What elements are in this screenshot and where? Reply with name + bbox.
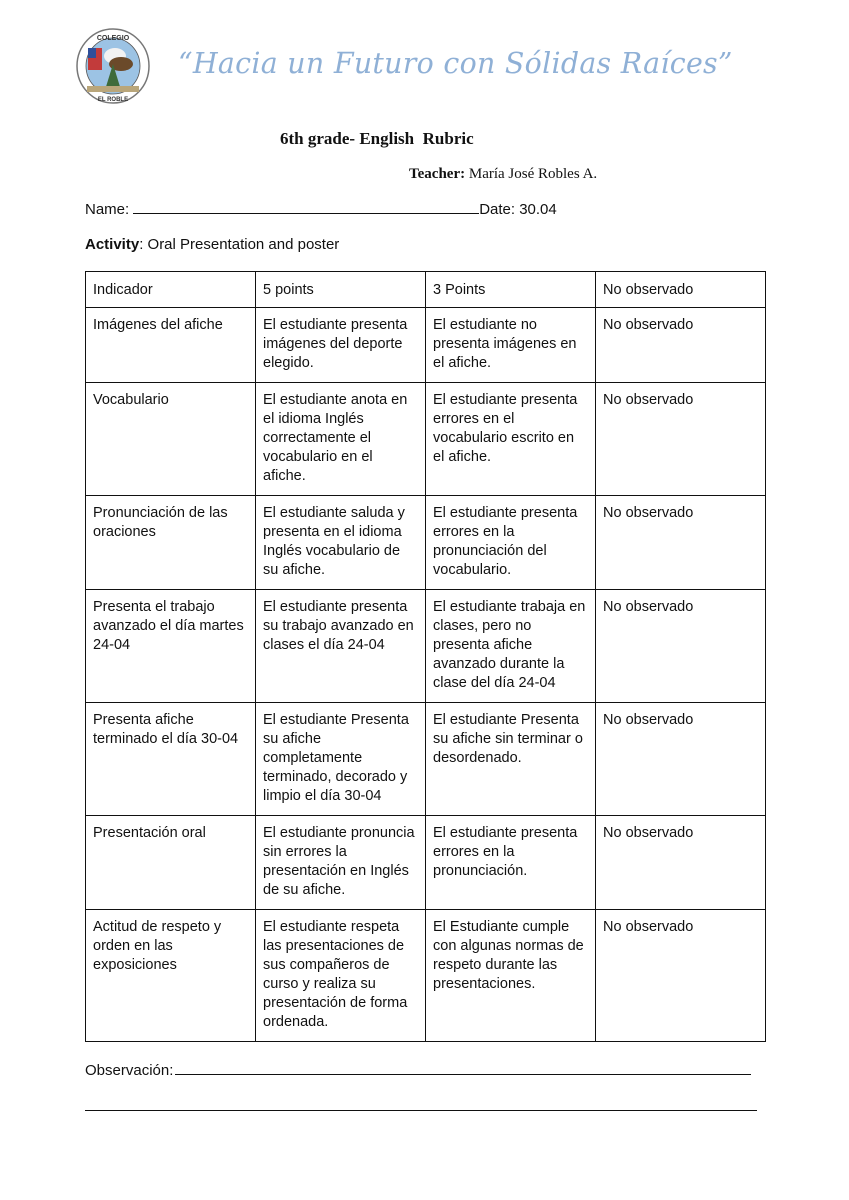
not-observed-cell: No observado (596, 703, 766, 816)
three-points-cell: El estudiante no presenta imágenes en el afiche. (426, 308, 596, 383)
observation-field-line-2[interactable] (85, 1110, 757, 1111)
not-observed-cell: No observado (596, 496, 766, 590)
logo-top-text: COLEGIO (96, 35, 130, 42)
rubric-row (86, 308, 766, 383)
not-observed-cell: No observado (596, 383, 766, 496)
document-title: 6th grade- English Rubric (280, 129, 474, 148)
teacher-line (409, 166, 597, 183)
date-label: Date: 30.04 (479, 201, 557, 218)
teacher-name: María José Robles A. (468, 166, 598, 182)
five-points-cell: El estudiante anota en el idioma Inglés correctamente el vocabulario en el afiche. (256, 383, 426, 496)
rubric-row (86, 910, 766, 1042)
rubric-header-row (86, 272, 766, 308)
indicator-cell: Actitud de respeto y orden en las exposiciones (86, 910, 256, 1042)
observation-line (85, 1062, 751, 1079)
name-field[interactable] (133, 201, 479, 214)
three-points-cell: El estudiante presenta errores en la pronunciación del vocabulario. (426, 496, 596, 590)
five-points-cell: El estudiante Presenta su afiche completamente terminado, decorado y limpio el día 30-04 (256, 703, 426, 816)
activity-value: : Oral Presentation and poster (139, 236, 340, 253)
indicator-cell: Pronunciación de las oraciones (86, 496, 256, 590)
five-points-cell: El estudiante saluda y presenta en el idioma Inglés vocabulario de su afiche. (256, 496, 426, 590)
indicator-cell: Presentación oral (86, 816, 256, 910)
five-points-cell: El estudiante respeta las presentaciones de sus compañeros de curso y realiza su presentación de forma ordenada. (256, 910, 426, 1042)
rubric-row (86, 816, 766, 910)
rubric-table (85, 271, 766, 1042)
school-logo (75, 28, 151, 104)
indicator-cell: Imágenes del afiche (86, 308, 256, 383)
name-label: Name: (85, 201, 130, 218)
not-observed-cell: No observado (596, 910, 766, 1042)
three-points-cell: El estudiante trabaja en clases, pero no presenta afiche avanzado durante la clase del día 24-04 (426, 590, 596, 703)
header-not-observed: No observado (596, 272, 766, 308)
rubric-row (86, 590, 766, 703)
not-observed-cell: No observado (596, 308, 766, 383)
logo-bottom-text: EL ROBLE (97, 97, 129, 103)
five-points-cell: El estudiante presenta imágenes del deporte elegido. (256, 308, 426, 383)
activity-label: Activity (85, 236, 140, 253)
rubric-row (86, 496, 766, 590)
indicator-cell: Presenta afiche terminado el día 30-04 (86, 703, 256, 816)
not-observed-cell: No observado (596, 816, 766, 910)
header-five-points: 5 points (256, 272, 426, 308)
activity-line (85, 236, 339, 253)
header-three-points: 3 Points (426, 272, 596, 308)
five-points-cell: El estudiante pronuncia sin errores la presentación en Inglés de su afiche. (256, 816, 426, 910)
observation-label: Observación: (85, 1062, 174, 1079)
five-points-cell: El estudiante presenta su trabajo avanzado en clases el día 24-04 (256, 590, 426, 703)
not-observed-cell: No observado (596, 590, 766, 703)
indicator-cell: Presenta el trabajo avanzado el día martes 24-04 (86, 590, 256, 703)
indicator-cell: Vocabulario (86, 383, 256, 496)
rubric-row (86, 703, 766, 816)
school-motto: “Hacia un Futuro con Sólidas Raíces” (178, 46, 733, 80)
three-points-cell: El estudiante presenta errores en la pronunciación. (426, 816, 596, 910)
rubric-row (86, 383, 766, 496)
three-points-cell: El Estudiante cumple con algunas normas de respeto durante las presentaciones. (426, 910, 596, 1042)
name-date-line (85, 201, 557, 218)
observation-field[interactable] (175, 1062, 751, 1075)
three-points-cell: El estudiante Presenta su afiche sin terminar o desordenado. (426, 703, 596, 816)
three-points-cell: El estudiante presenta errores en el vocabulario escrito en el afiche. (426, 383, 596, 496)
teacher-label: Teacher: (409, 166, 466, 182)
header-indicator: Indicador (86, 272, 256, 308)
